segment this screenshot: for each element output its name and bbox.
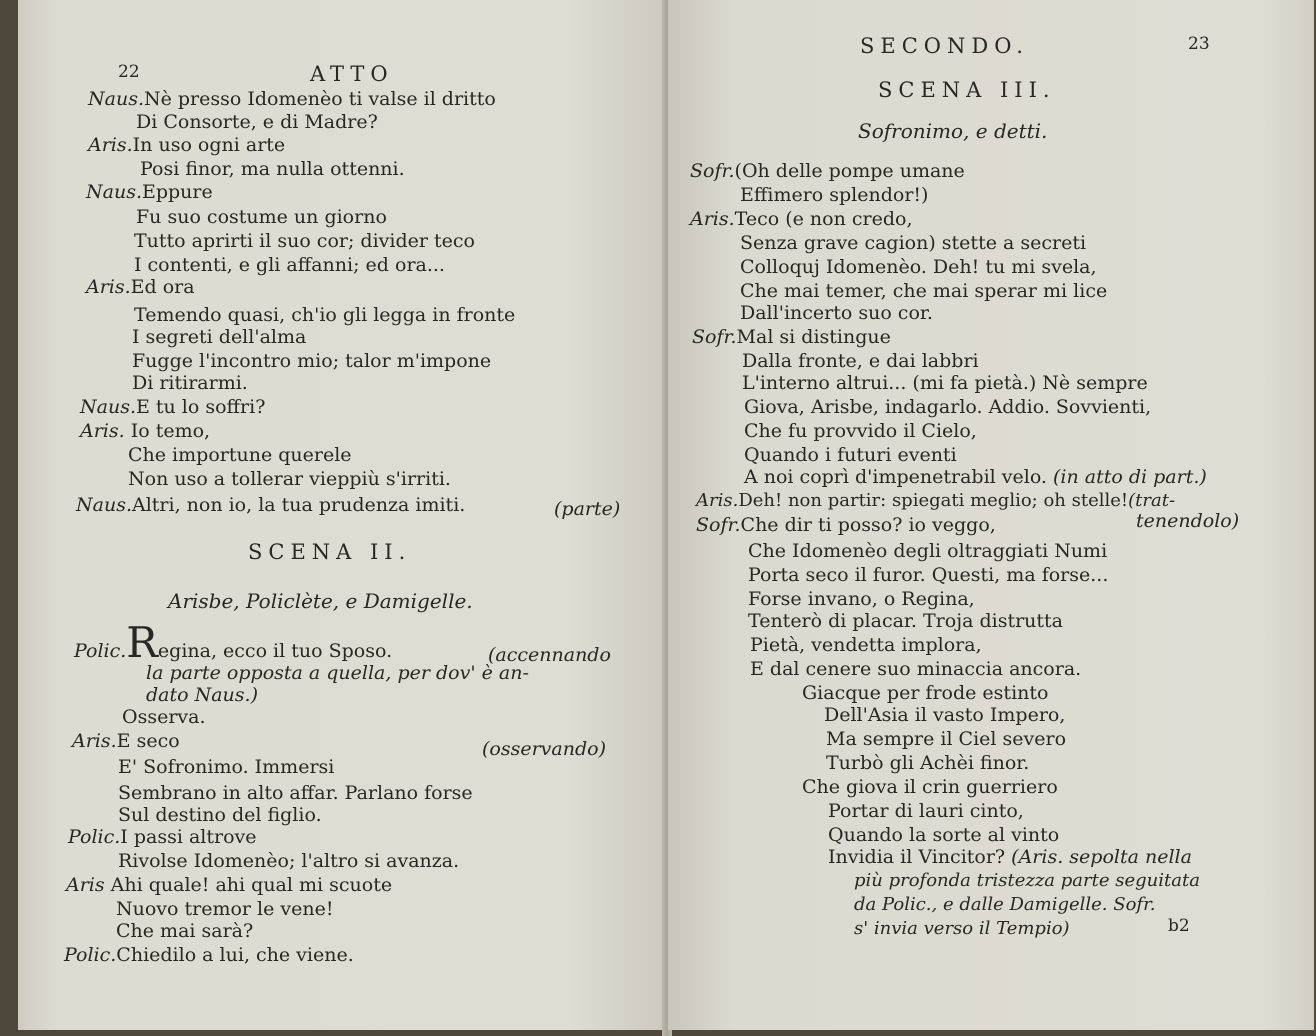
line: Sembrano in alto affar. Parlano forse: [118, 782, 473, 804]
line: [696, 490, 1175, 512]
speaker: Sofr.: [696, 514, 741, 536]
line-text: Teco (e non credo,: [734, 208, 913, 230]
line: [72, 730, 180, 752]
line: Turbò gli Achèi finor.: [826, 752, 1030, 774]
line-text: A noi coprì d'impenetrabil velo.: [744, 466, 1047, 488]
page-number: 23: [1188, 34, 1210, 54]
line: [690, 160, 965, 182]
stage-direction: tenendolo): [1136, 510, 1240, 532]
line: [76, 494, 465, 516]
line-text: In uso ogni arte: [132, 134, 286, 156]
line: Posi finor, ma nulla ottenni.: [140, 158, 405, 180]
speaker: Aris: [66, 874, 105, 896]
speaker: Naus.: [80, 396, 136, 418]
speaker: Aris.: [80, 420, 125, 442]
line: Dell'Asia il vasto Impero,: [824, 704, 1066, 726]
speaker: Aris.: [696, 490, 739, 511]
scene-heading: SCENA III.: [878, 78, 1056, 102]
line-text: Chiedilo a lui, che viene.: [116, 944, 354, 966]
line: E' Sofronimo. Immersi: [118, 756, 335, 778]
line: più profonda tristezza parte seguitata: [854, 870, 1200, 891]
speaker: Naus.: [88, 88, 144, 110]
scene-characters: Sofronimo, e detti.: [858, 119, 1048, 143]
line-text: E tu lo soffri?: [135, 396, 266, 418]
line: Osserva.: [122, 706, 206, 728]
line: Non uso a tollerar vieppiù s'irriti.: [128, 468, 451, 490]
line-text: Eppure: [141, 181, 213, 203]
line: Rivolse Idomenèo; l'altro si avanza.: [118, 850, 460, 872]
stage-direction: (Aris. sepolta nella: [1011, 846, 1192, 868]
line: [692, 326, 891, 348]
line-text: Ahi quale! ahi qual mi scuote: [104, 874, 393, 896]
line-text: Nè presso Idomenèo ti valse il dritto: [143, 88, 496, 110]
speaker: Polic.: [68, 826, 121, 848]
stage-direction: (accennando: [488, 644, 611, 666]
line: dato Naus.): [146, 684, 258, 706]
speaker: Aris.: [72, 730, 117, 752]
line: Sul destino del figlio.: [118, 804, 322, 826]
line: Effimero splendor!): [740, 184, 929, 206]
line-text: egina, ecco il tuo Sposo.: [157, 640, 393, 662]
running-head: SECONDO.: [860, 34, 1029, 58]
line: I contenti, e gli affanni; ed ora...: [134, 254, 445, 276]
right-page: [668, 0, 1314, 1030]
line-text: Invidia il Vincitor?: [828, 846, 1006, 868]
line-text: Altri, non io, la tua prudenza imiti.: [131, 494, 466, 516]
line: Quando la sorte al vinto: [828, 824, 1060, 846]
line-text: Che dir ti posso? io veggo,: [740, 514, 996, 536]
drop-cap: R: [126, 618, 158, 667]
line: Nuovo tremor le vene!: [116, 898, 334, 920]
line: [80, 396, 265, 418]
line-text: E seco: [116, 730, 180, 752]
line: Portar di lauri cinto,: [828, 800, 1024, 822]
page-number: 22: [118, 62, 140, 82]
line: [88, 88, 496, 110]
line: Tenterò di placar. Troja distrutta: [748, 610, 1064, 632]
line: la parte opposta a quella, per dov' è an-: [146, 662, 529, 684]
speaker: Sofr.: [692, 326, 737, 348]
line: Dalla fronte, e dai labbri: [742, 350, 979, 372]
stage-direction: (in atto di part.): [1053, 466, 1207, 488]
signature-mark: b2: [1168, 916, 1190, 936]
line: [828, 846, 1192, 868]
speaker: Aris.: [86, 276, 131, 298]
line: [86, 181, 213, 203]
line: [88, 134, 285, 156]
line: [80, 420, 210, 442]
line: [66, 874, 392, 896]
speaker: Polic.: [74, 640, 127, 662]
line: Temendo quasi, ch'io gli legga in fronte: [134, 304, 516, 326]
speaker: Aris.: [690, 208, 735, 230]
line: Fu suo costume un giorno: [136, 206, 387, 228]
line: Che Idomenèo degli oltraggiati Numi: [748, 540, 1108, 562]
line: Di Consorte, e di Madre?: [136, 111, 378, 133]
line-text: I passi altrove: [120, 826, 257, 848]
running-head: ATTO: [310, 62, 394, 86]
stage-direction: (osservando): [482, 738, 606, 760]
scene-heading: SCENA II.: [248, 540, 412, 564]
line-text: (Oh delle pompe umane: [734, 160, 965, 182]
speaker: Polic.: [64, 944, 117, 966]
line: Porta seco il furor. Questi, ma forse...: [748, 564, 1109, 586]
stage-direction: (trat-: [1128, 490, 1176, 511]
line: Giacque per frode estinto: [802, 682, 1049, 704]
line: [64, 944, 354, 966]
speaker: Aris.: [88, 134, 133, 156]
line: Quando i futuri eventi: [744, 444, 957, 466]
line: Senza grave cagion) stette a secreti: [740, 232, 1087, 254]
line: Pietà, vendetta implora,: [750, 634, 982, 656]
line: [744, 466, 1207, 488]
line: [74, 618, 393, 667]
stage-direction: (parte): [554, 498, 621, 520]
line: Forse invano, o Regina,: [748, 588, 975, 610]
line-text: Mal si distingue: [736, 326, 891, 348]
line-text: Deh! non partir: spiegati meglio; oh stelle!: [738, 490, 1129, 511]
line: Che giova il crin guerriero: [802, 776, 1058, 798]
line: Che mai sarà?: [116, 920, 254, 942]
line: [690, 208, 913, 230]
line: Ma sempre il Ciel severo: [826, 728, 1067, 750]
line: s' invia verso il Tempio): [854, 918, 1070, 939]
line: Giova, Arisbe, indagarlo. Addio. Sovvienti,: [744, 396, 1152, 418]
scene-characters: Arisbe, Policlète, e Damigelle.: [168, 589, 473, 613]
line: [68, 826, 257, 848]
left-page: [18, 0, 666, 1030]
line-text: Ed ora: [130, 276, 195, 298]
line: Colloquj Idomenèo. Deh! tu mi svela,: [740, 256, 1097, 278]
line: Che mai temer, che mai sperar mi lice: [740, 280, 1108, 302]
line: Fugge l'incontro mio; talor m'impone: [132, 350, 492, 372]
line: [696, 514, 996, 536]
line-text: Io temo,: [130, 420, 211, 442]
line: Dall'incerto suo cor.: [740, 302, 933, 324]
line: [86, 276, 195, 298]
line: Di ritirarmi.: [132, 372, 248, 394]
speaker: Sofr.: [690, 160, 735, 182]
speaker: Naus.: [76, 494, 132, 516]
line: Che importune querele: [128, 444, 352, 466]
speaker: Naus.: [86, 181, 142, 203]
line: Che fu provvido il Cielo,: [744, 420, 977, 442]
line: da Polic., e dalle Damigelle. Sofr.: [854, 894, 1156, 915]
line: Tutto aprirti il suo cor; divider teco: [134, 230, 475, 252]
line: I segreti dell'alma: [132, 326, 307, 348]
line: E dal cenere suo minaccia ancora.: [750, 658, 1082, 680]
line: L'interno altrui... (mi fa pietà.) Nè sempre: [742, 372, 1148, 394]
